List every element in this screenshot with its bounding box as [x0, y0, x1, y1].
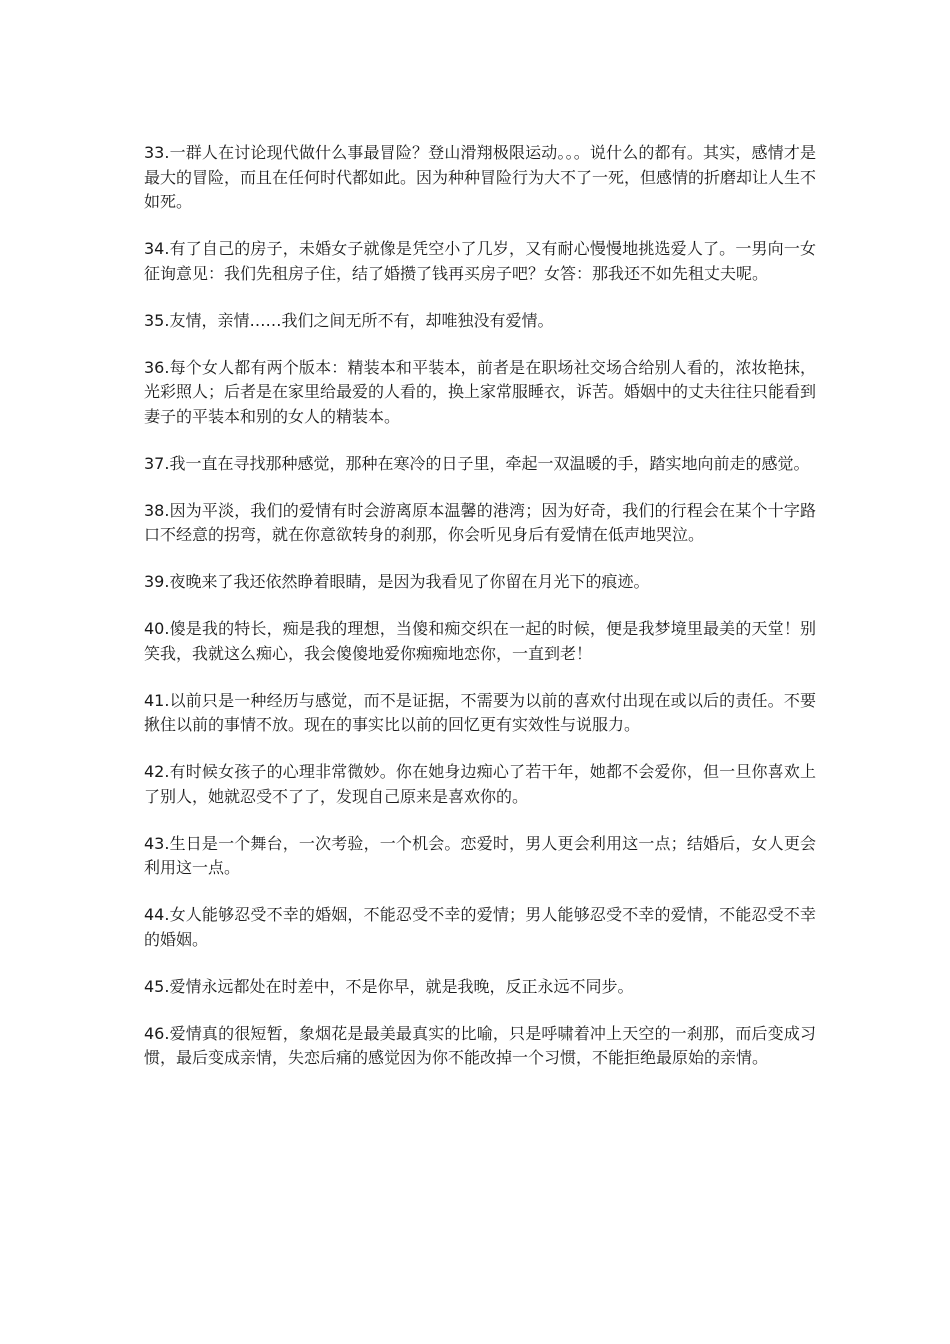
paragraph-44: 44.女人能够忍受不幸的婚姻，不能忍受不幸的爱情；男人能够忍受不幸的爱情，不能忍受不幸的婚姻。: [144, 905, 816, 949]
paragraph-42: 42.有时候女孩子的心理非常微妙。你在她身边痴心了若干年，她都不会爱你，但一旦你喜欢上了别人，她就忍受不了了，发现自己原来是喜欢你的。: [144, 762, 816, 806]
paragraph-35: 35.友情，亲情……我们之间无所不有，却唯独没有爱情。: [144, 310, 554, 330]
document-body: [144, 141, 816, 1093]
paragraph-45: 45.爱情永远都处在时差中，不是你早，就是我晚，反正永远不同步。: [144, 976, 634, 996]
paragraph-36: 36.每个女人都有两个版本：精装本和平装本，前者是在职场社交场合给别人看的，浓妆艳抹，光彩照人；后者是在家里给最爱的人看的，换上家常服睡衣，诉苦。婚姻中的丈夫往往只能看到妻子的平装本和别的女人的精装本。: [144, 357, 817, 426]
paragraph-41: 41.以前只是一种经历与感觉，而不是证据，不需要为以前的喜欢付出现在或以后的责任。不要揪住以前的事情不放。现在的事实比以前的回忆更有实效性与说服力。: [144, 690, 816, 734]
paragraph-37: 37.我一直在寻找那种感觉，那种在寒冷的日子里，牵起一双温暖的手，踏实地向前走的感觉。: [144, 453, 810, 473]
paragraph-34: 34.有了自己的房子，未婚女子就像是凭空小了几岁，又有耐心慢慢地挑选爱人了。一男向一女征询意见：我们先租房子住，结了婚攒了钱再买房子吧？女答：那我还不如先租丈夫呢。: [144, 239, 816, 283]
paragraph-39: 39.夜晚来了我还依然睁着眼睛，是因为我看见了你留在月光下的痕迹。: [144, 572, 650, 591]
paragraph-40: 40.傻是我的特长，痴是我的理想，当傻和痴交织在一起的时候，便是我梦境里最美的天堂！别笑我，我就这么痴心，我会傻傻地爱你痴痴地恋你，一直到老！: [144, 619, 816, 663]
paragraph-43: 43.生日是一个舞台，一次考验，一个机会。恋爱时，男人更会利用这一点；结婚后，女人更会利用这一点。: [144, 833, 816, 877]
paragraph-38: 38.因为平淡，我们的爱情有时会游离原本温馨的港湾；因为好奇，我们的行程会在某个十字路口不经意的拐弯，就在你意欲转身的刹那，你会听见身后有爱情在低声地哭泣。: [144, 500, 816, 544]
paragraph-33: 33.一群人在讨论现代做什么事最冒险？登山滑翔极限运动。。。说什么的都有。其实，感情才是最大的冒险，而且在任何时代都如此。因为种种冒险行为大不了一死，但感情的折磨却让人生不如死。: [144, 143, 817, 211]
paragraph-46: 46.爱情真的很短暂，象烟花是最美最真实的比喻，只是呼啸着冲上天空的一刹那，而后变成习惯，最后变成亲情，失恋后痛的感觉因为你不能改掉一个习惯，不能拒绝最原始的亲情。: [144, 1023, 816, 1067]
